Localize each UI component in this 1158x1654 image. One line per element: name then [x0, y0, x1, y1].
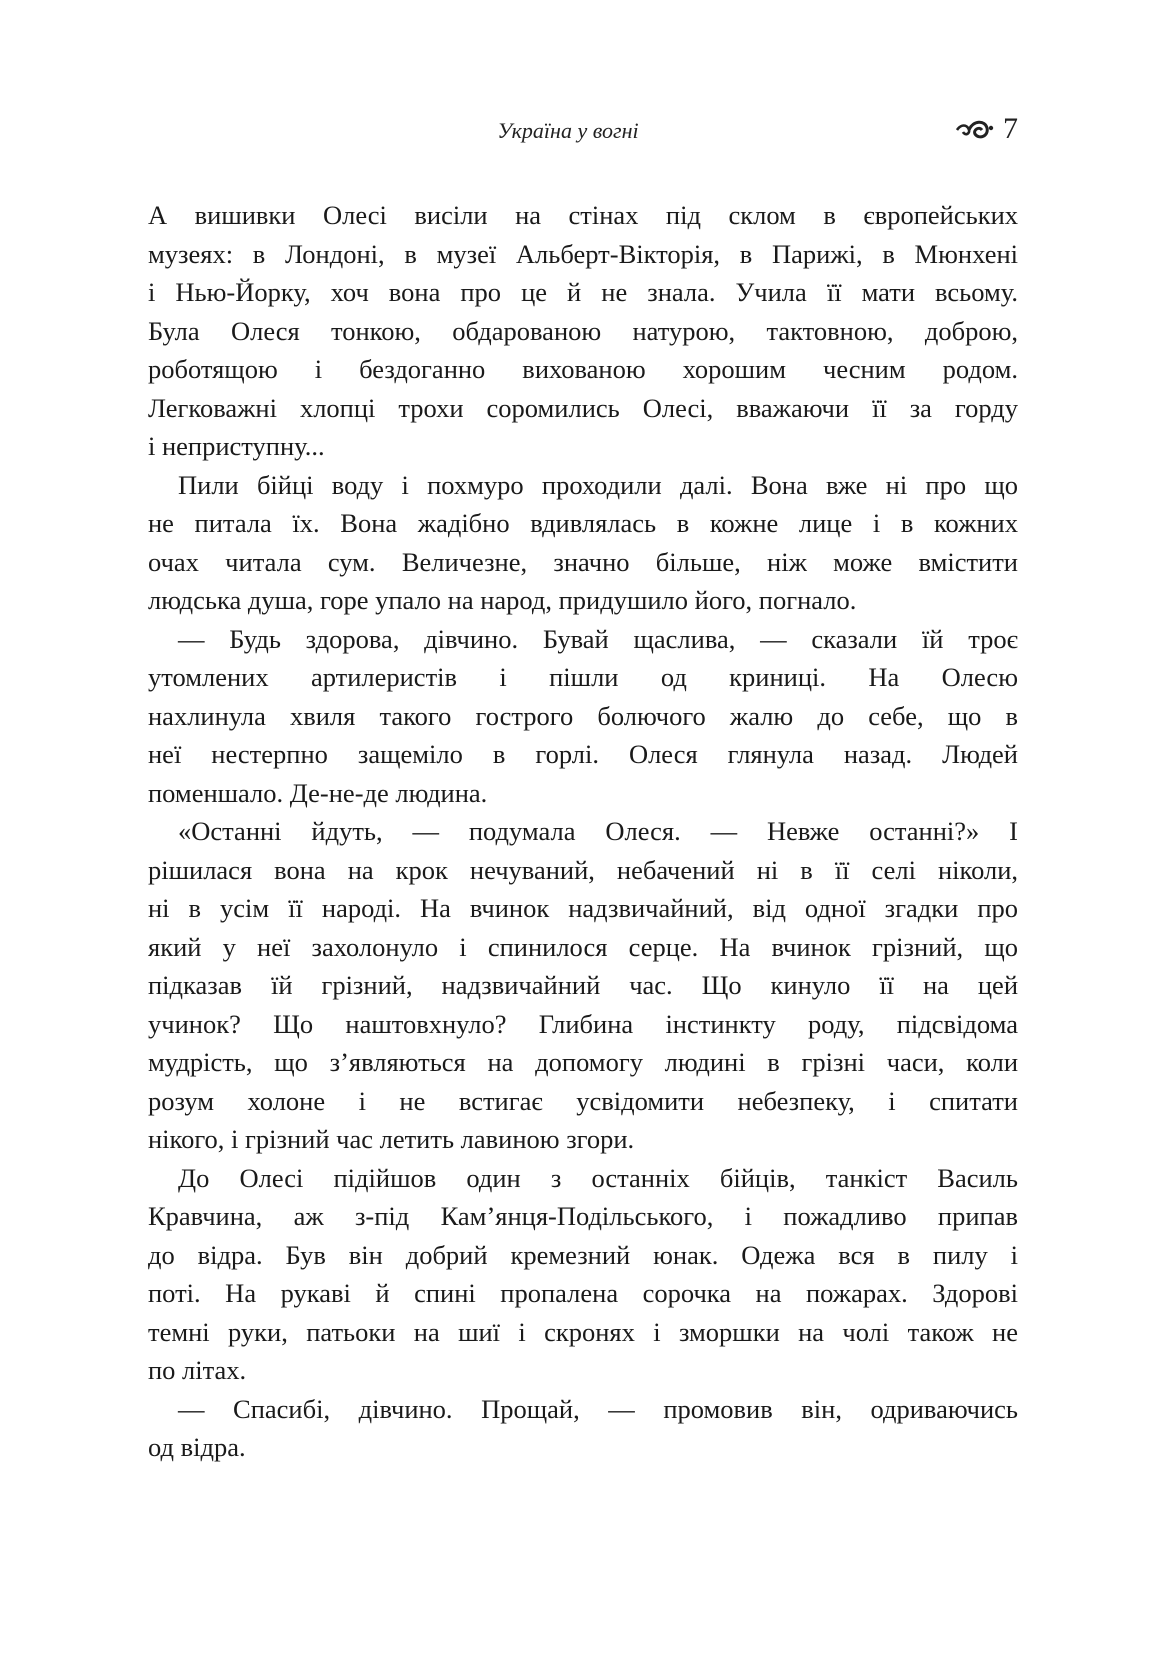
text-line: од відра.: [148, 1432, 246, 1462]
text-line: Пили бійці воду і похмуро проходили далі. Вона вже ні про що: [178, 469, 1018, 500]
text-line: розум холоне і не встигає усвідомити небезпеку, і спитати: [148, 1085, 1018, 1116]
text-line: До Олесі підійшов один з останніх бійців, танкіст Василь: [178, 1162, 1018, 1193]
text-line: до відра. Був він добрий кремезний юнак. Одежа вся в пилу і: [148, 1239, 1018, 1270]
text-line: рішилася вона на крок нечуваний, небачений ні в її селі ніколи,: [148, 854, 1018, 885]
text-line: темні руки, патьоки на шиї і скронях і зморшки на чолі також не: [148, 1316, 1018, 1347]
page-number: 7: [1003, 112, 1018, 145]
page-header: [148, 112, 1018, 152]
text-line: і Нью-Йорку, хоч вона про це й не знала. Учила її мати всьому.: [148, 277, 1018, 307]
text-line: людська душа, горе упало на народ, придушило його, погнало.: [148, 585, 857, 615]
text-line: Була Олеся тонкою, обдарованою натурою, тактовною, доброю,: [148, 315, 1018, 346]
text-line: і неприступну...: [148, 431, 325, 461]
text-line: поменшало. Де-не-де людина.: [148, 777, 488, 808]
text-line: підказав їй грізний, надзвичайний час. Що кинуло її на цей: [148, 970, 1018, 1000]
text-line: Кравчина, аж з-під Кам’янця-Подільського, і пожадливо припав: [148, 1201, 1018, 1231]
text-line: «Останні йдуть, — подумала Олеся. — Невже останні?» І: [178, 816, 1018, 846]
text-line: — Будь здорова, дівчино. Бувай щаслива, — сказали їй троє: [178, 623, 1018, 654]
page-number-group: [955, 112, 1018, 146]
text-line: А вишивки Олесі висіли на стінах під склом в європейських: [148, 200, 1018, 230]
text-line: ні в усім її народі. На вчинок надзвичайний, від одної згадки про: [148, 893, 1018, 923]
text-line: мудрість, що з’являються на допомогу людині в грізні часи, коли: [148, 1047, 1018, 1077]
running-title: Україна у вогні: [497, 118, 639, 143]
text-line: музеях: в Лондоні, в музеї Альберт-Вікторія, в Парижі, в Мюнхені: [148, 238, 1018, 269]
text-line: поті. На рукаві й спині пропалена сорочка на пожарах. Здорові: [148, 1278, 1018, 1308]
text-line: по літах.: [148, 1355, 247, 1385]
text-line: неї нестерпно защеміло в горлі. Олеся глянула назад. Людей: [148, 739, 1018, 769]
text-line: учинок? Що наштовхнуло? Глибина інстинкту роду, підсвідома: [148, 1008, 1018, 1039]
text-line: нахлинула хвиля такого гострого болючого жалю до себе, що в: [148, 700, 1018, 731]
text-line: Легковажні хлопці трохи соромились Олесі, вважаючи її за горду: [148, 392, 1018, 423]
text-line: — Спасибі, дівчино. Прощай, — промовив він, одриваючись: [178, 1393, 1018, 1424]
text-line: який у неї захолонуло і спинилося серце. На вчинок грізний, що: [148, 931, 1018, 962]
fleuron-ornament-icon: [955, 116, 995, 142]
body-text: [148, 196, 1018, 1467]
text-line: роботящою і бездоганно вихованою хорошим чесним родом.: [148, 354, 1018, 384]
text-line: не питала їх. Вона жадібно вдивлялась в кожне лице і в кожних: [148, 508, 1018, 538]
text-line: нікого, і грізний час летить лавиною згори.: [148, 1124, 635, 1154]
text-line: утомлених артилеристів і пішли од криниці. На Олесю: [148, 662, 1018, 692]
text-line: очах читала сум. Величезне, значно більше, ніж може вмістити: [148, 546, 1018, 577]
